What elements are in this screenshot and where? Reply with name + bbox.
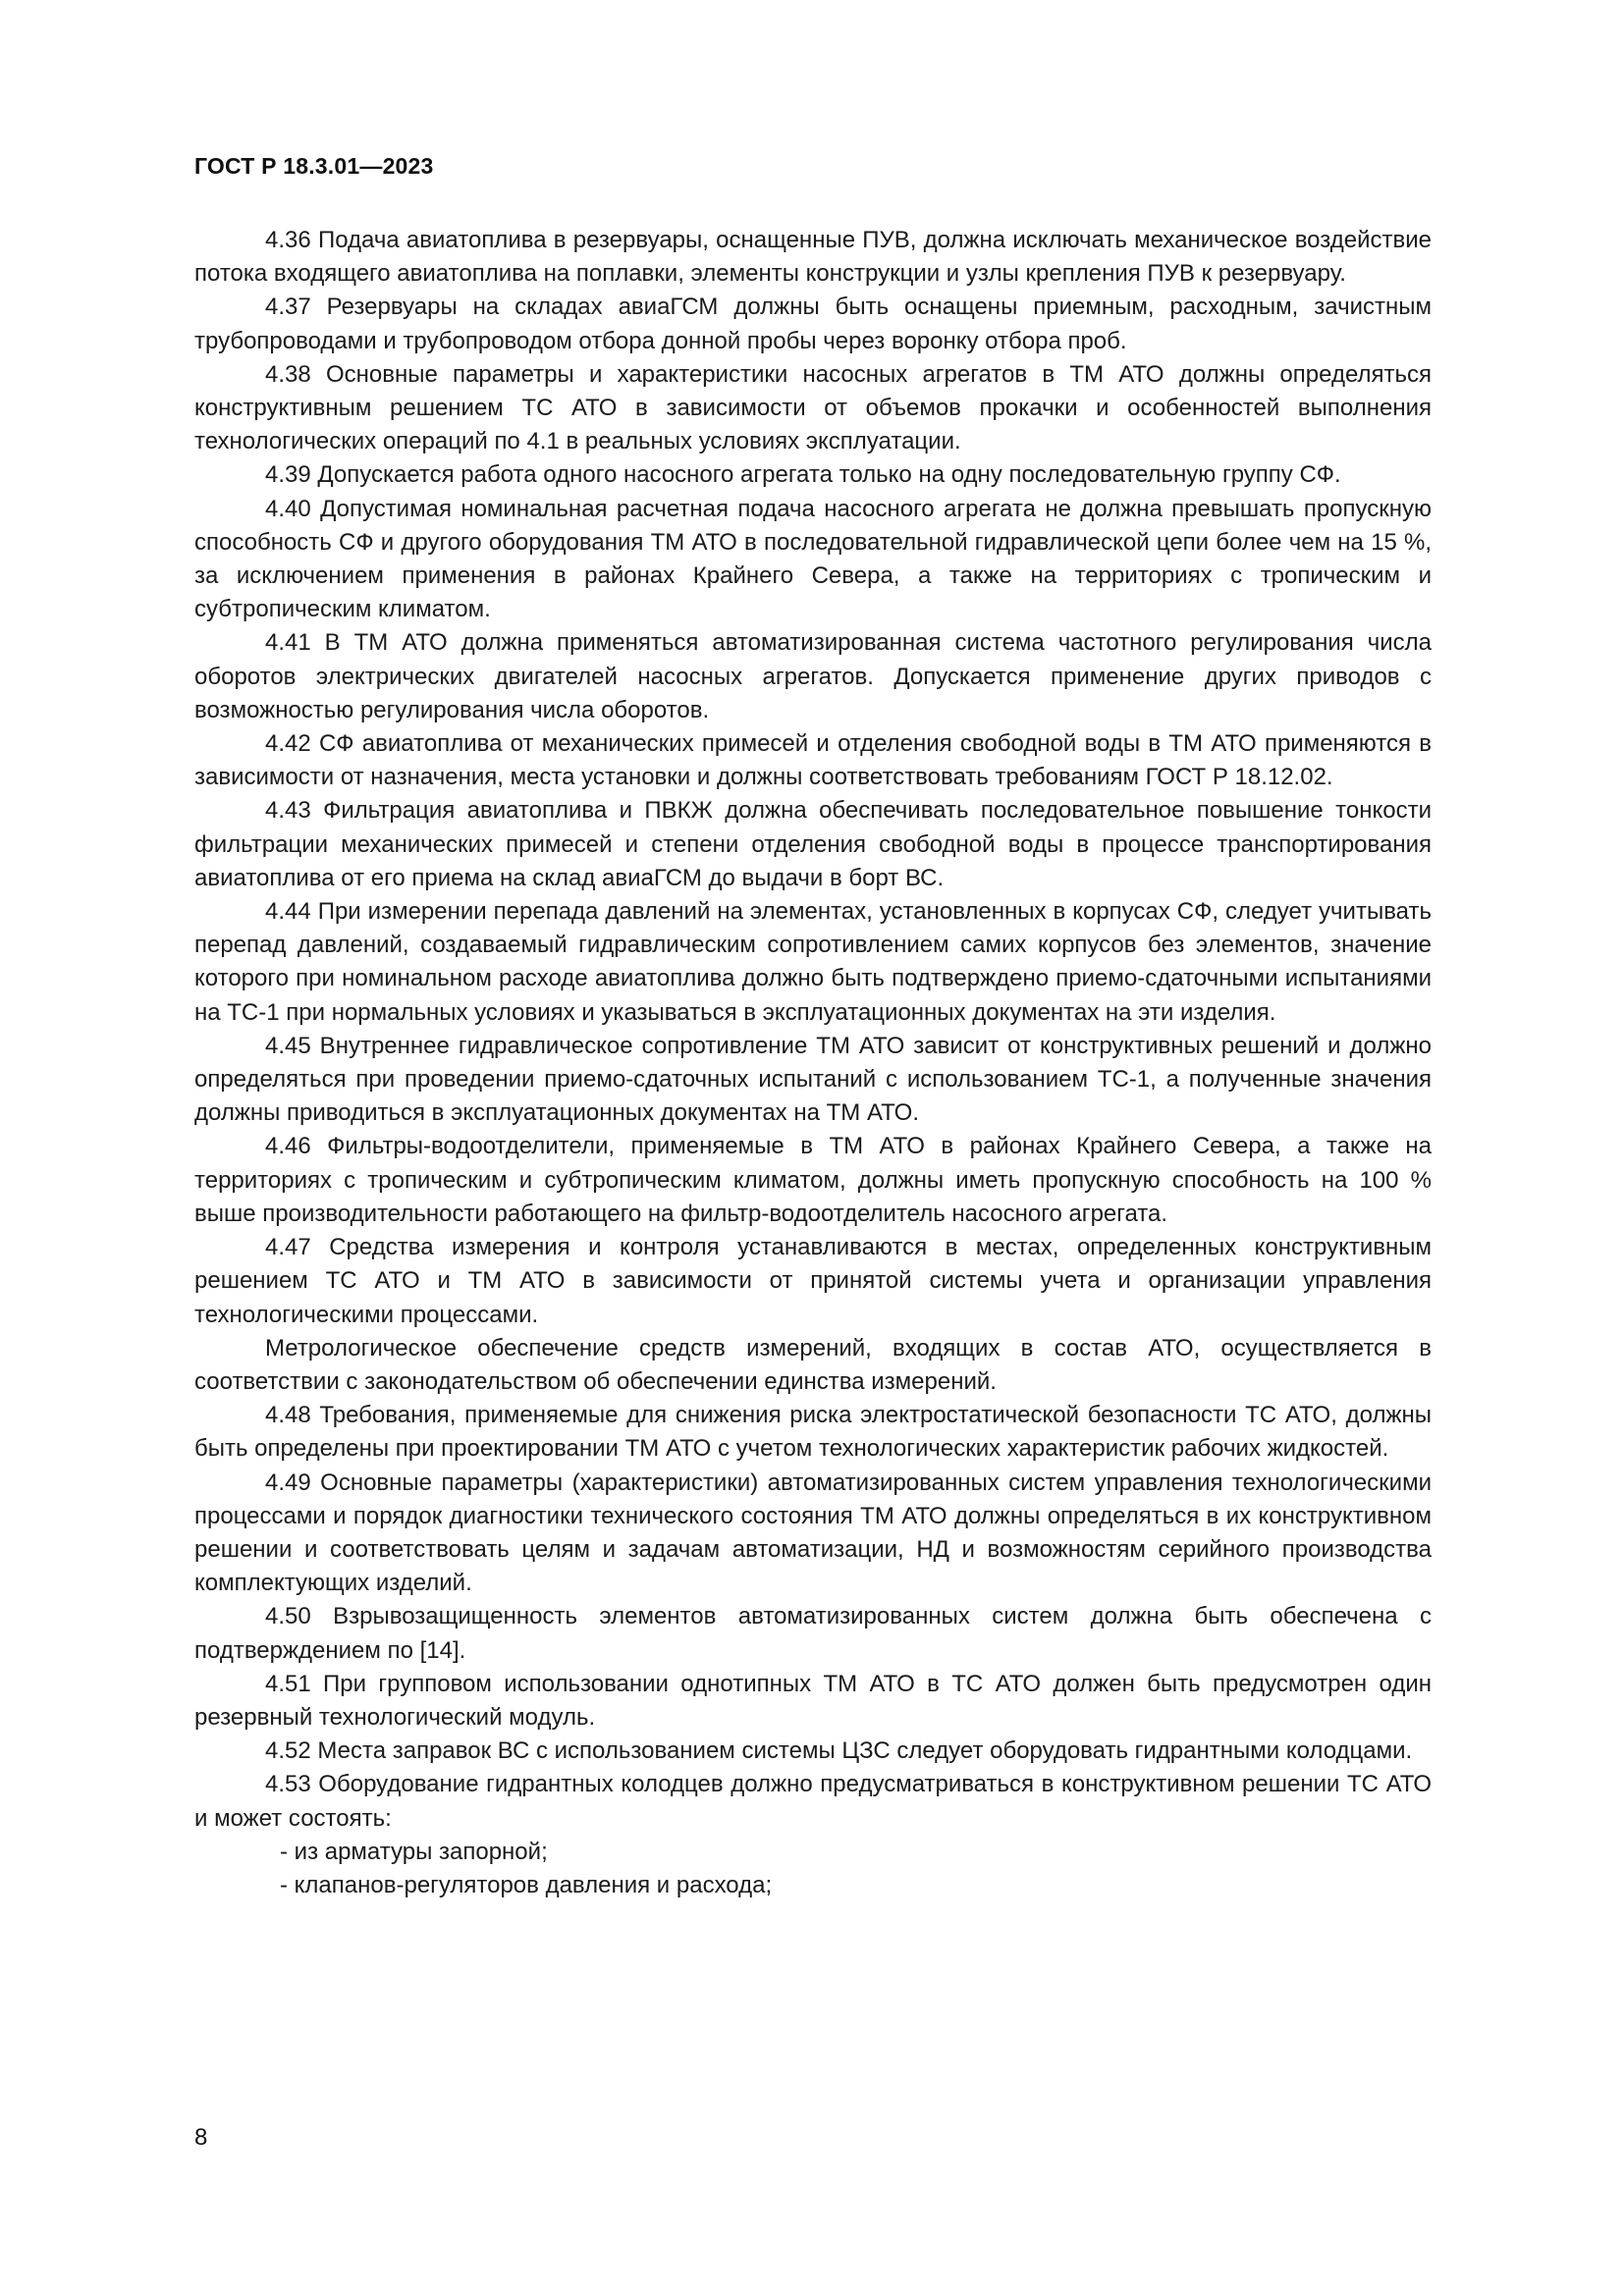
clause-4-50: 4.50 Взрывозащищенность элементов автоматизированных систем должна быть обеспечена с подтверждением по [14]. — [194, 1603, 1432, 1664]
clause-4-40: 4.40 Допустимая номинальная расчетная подача насосного агрегата не должна превышать пропускную способность СФ и другого оборудования ТМ АТО в последовательной гидравлической цепи более чем на 15 %, за исключением применения в районах Крайнего Севера, а также на территориях с тропическим и субтропическим климатом. — [194, 495, 1432, 623]
clause-4-36: 4.36 Подача авиатоплива в резервуары, оснащенные ПУВ, должна исключать механическое воздействие потока входящего авиатоплива на поплавки, элементы конструкции и узлы крепления ПУВ к резервуару. — [194, 227, 1432, 288]
page-number: 8 — [194, 2124, 208, 2151]
clause-4-37: 4.37 Резервуары на складах авиаГСМ должны быть оснащены приемным, расходным, зачистным трубопроводами и трубопроводом отбора донной пробы через воронку отбора проб. — [194, 294, 1432, 354]
clause-4-52: 4.52 Места заправок ВС с использованием системы ЦЗС следует оборудовать гидрантными колодцами. — [265, 1737, 1413, 1765]
list-item: - из арматуры запорной; — [280, 1838, 548, 1865]
document-body — [194, 224, 1432, 1902]
clause-4-38: 4.38 Основные параметры и характеристики насосных агрегатов в ТМ АТО должны определяться конструктивным решением ТС АТО в зависимости от объемов прокачки и особенностей выполнения технологических операций по 4.1 в реальных условиях эксплуатации. — [194, 360, 1432, 455]
clause-4-41: 4.41 В ТМ АТО должна применяться автоматизированная система частотного регулирования числа оборотов электрических двигателей насосных агрегатов. Допускается применение других приводов с возможностью регулирования числа оборотов. — [194, 629, 1432, 723]
clause-4-46: 4.46 Фильтры-водоотделители, применяемые в ТМ АТО в районах Крайнего Севера, а также на территориях с тропическим и субтропическим климатом, должны иметь пропускную способность на 100 % выше производительности работающего на фильтр-водоотделитель насосного агрегата. — [194, 1133, 1432, 1227]
clause-4-51: 4.51 При групповом использовании однотипных ТМ АТО в ТС АТО должен быть предусмотрен один резервный технологический модуль. — [194, 1670, 1432, 1731]
clause-4-49: 4.49 Основные параметры (характеристики) автоматизированных систем управления технологическими процессами и порядок диагностики технического состояния ТМ АТО должны определяться в их конструктивном решении и соответствовать целям и задачам автоматизации, НД и возможностям серийного производства комплектующих изделий. — [194, 1468, 1432, 1597]
list-item: - клапанов-регуляторов давления и расхода; — [280, 1871, 773, 1898]
clause-4-42: 4.42 СФ авиатоплива от механических примесей и отделения свободной воды в ТМ АТО применяются в зависимости от назначения, места установки и должны соответствовать требованиям ГОСТ Р 18.12.02. — [194, 730, 1432, 791]
clause-4-53: 4.53 Оборудование гидрантных колодцев должно предусматриваться в конструктивном решении ТС АТО и может состоять: — [194, 1771, 1432, 1832]
clause-4-47-note: Метрологическое обеспечение средств измерений, входящих в состав АТО, осуществляется в соответствии с законодательством об обеспечении единства измерений. — [194, 1334, 1432, 1395]
clause-4-47: 4.47 Средства измерения и контроля устанавливаются в местах, определенных конструктивным решением ТС АТО и ТМ АТО в зависимости от принятой системы учета и организации управления технологическими процессами. — [194, 1234, 1432, 1328]
document-header: ГОСТ Р 18.3.01—2023 — [194, 153, 434, 179]
clause-4-45: 4.45 Внутреннее гидравлическое сопротивление ТМ АТО зависит от конструктивных решений и должно определяться при проведении приемо-сдаточных испытаний с использованием ТС-1, а полученные значения должны приводиться в эксплуатационных документах на ТМ АТО. — [194, 1032, 1432, 1127]
clause-4-39: 4.39 Допускается работа одного насосного агрегата только на одну последовательную группу СФ. — [265, 461, 1341, 489]
clause-4-43: 4.43 Фильтрация авиатоплива и ПВКЖ должна обеспечивать последовательное повышение тонкости фильтрации механических примесей и степени отделения свободной воды в процессе транспортирования авиатоплива от его приема на склад авиаГСМ до выдачи в борт ВС. — [194, 797, 1432, 891]
clause-4-44: 4.44 При измерении перепада давлений на элементах, установленных в корпусах СФ, следует учитывать перепад давлений, создаваемый гидравлическим сопротивлением самих корпусов без элементов, значение которого при номинальном расходе авиатоплива должно быть подтверждено приемо-сдаточными испытаниями на ТС-1 при нормальных условиях и указываться в эксплуатационных документах на эти изделия. — [194, 898, 1432, 1026]
clause-4-48: 4.48 Требования, применяемые для снижения риска электростатической безопасности ТС АТО, должны быть определены при проектировании ТМ АТО с учетом технологических характеристик рабочих жидкостей. — [194, 1402, 1432, 1463]
